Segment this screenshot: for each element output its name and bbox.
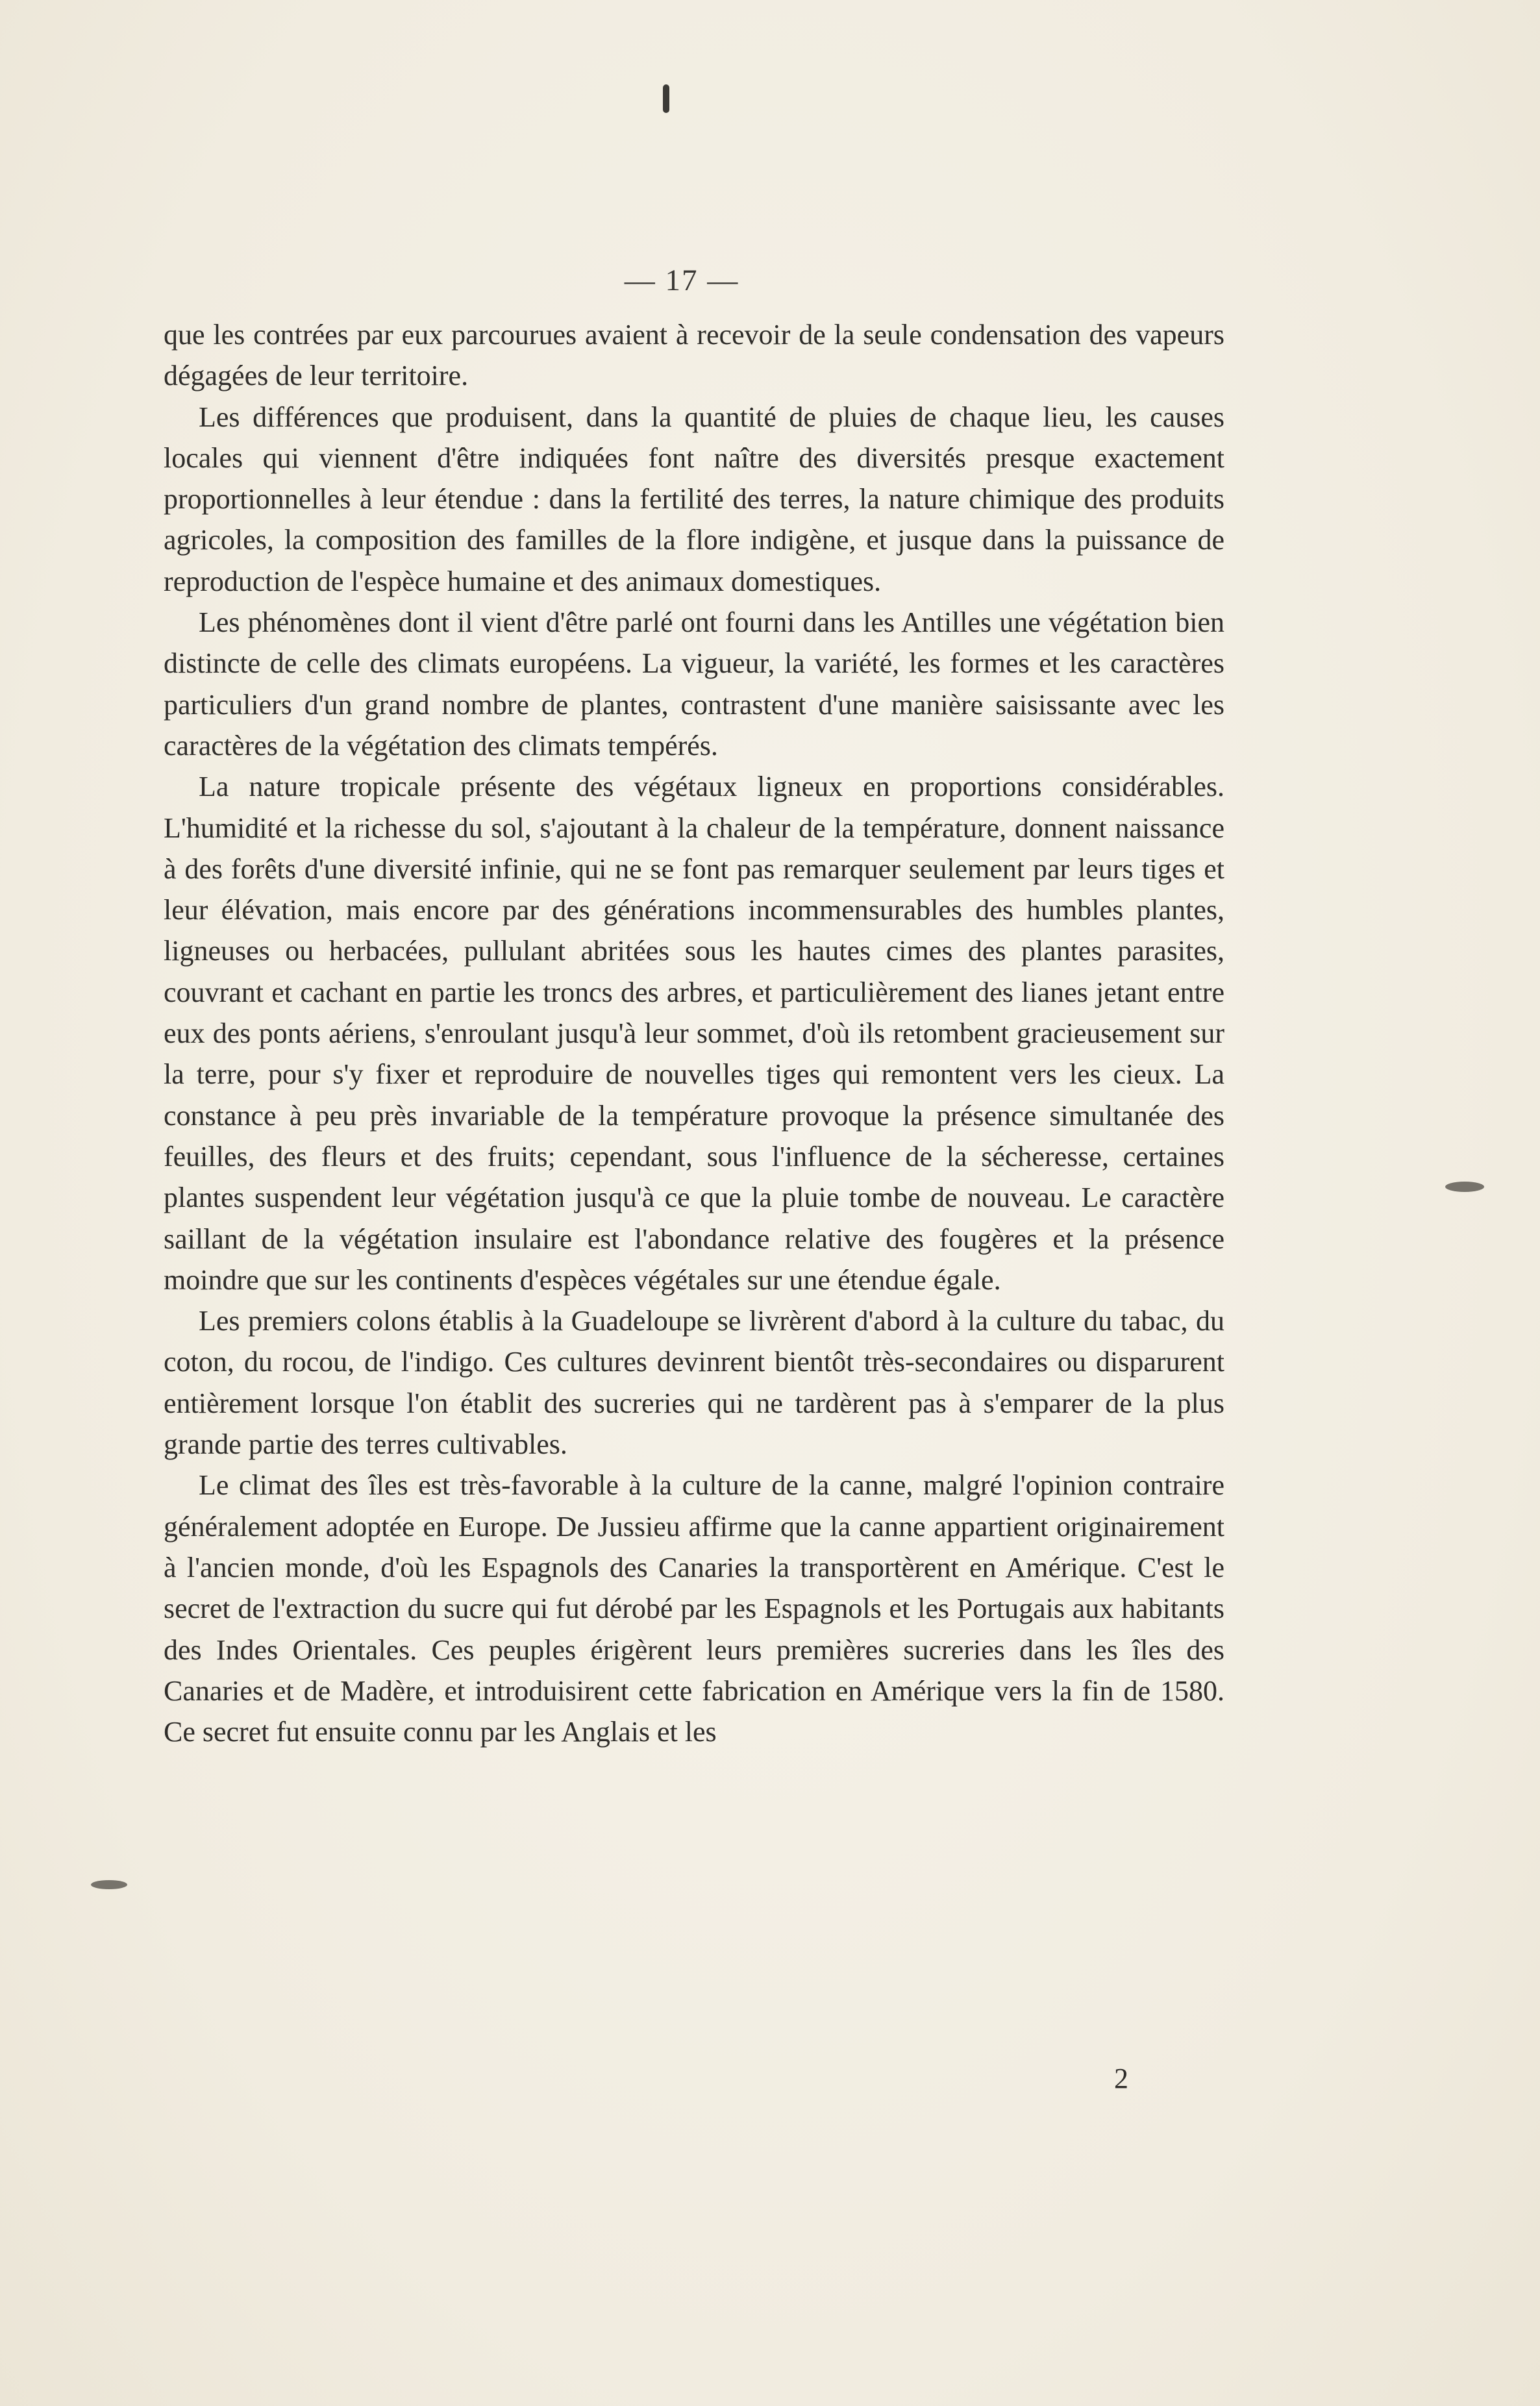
signature-mark: 2 xyxy=(1114,2063,1128,2094)
ink-mark-right xyxy=(1445,1182,1484,1192)
body-text xyxy=(164,314,1224,1752)
paragraph-6: Le climat des îles est très-favorable à la culture de la canne, malgré l'opinion contraire généralement adoptée en Europe. De Jussieu affirme que la canne appartient originairement à l'ancien monde, d'où les Espagnols des Canaries la transportèrent en Amérique. C'est le secret de l'extraction du sucre qui fut dérobé par les Espagnols et les Portugais aux habitants des Indes Orientales. Ces peuples érigèrent leurs premières sucreries dans les îles des Canaries et de Madère, et introduisirent cette fabrication en Amérique vers la fin de 1580. Ce secret fut ensuite connu par les Anglais et les xyxy=(164,1469,1224,1748)
paragraph-1: que les contrées par eux parcourues avaient à recevoir de la seule condensation des vapeurs dégagées de leur territoire. xyxy=(164,319,1224,392)
page-number: — 17 — xyxy=(624,264,739,297)
ink-mark-top xyxy=(663,84,669,113)
paragraph-2: Les différences que produisent, dans la quantité de pluies de chaque lieu, les causes locales qui viennent d'être indiquées font naître des diversités presque exactement proportionnelles à leur étendue : dans la fertilité des terres, la nature chimique des produits agricoles, la composition des familles de la flore indigène, et jusque dans la puissance de reproduction de l'espèce humaine et des animaux domestiques. xyxy=(164,401,1224,597)
paragraph-5: Les premiers colons établis à la Guadeloupe se livrèrent d'abord à la culture du tabac, du coton, du rocou, de l'indigo. Ces cultures devinrent bientôt très-secondaires ou disparurent entièrement lorsque l'on établit des sucreries qui ne tardèrent pas à s'emparer de la plus grande partie des terres cultivables. xyxy=(164,1305,1224,1461)
ink-mark-left xyxy=(91,1880,127,1889)
paragraph-4: La nature tropicale présente des végétaux ligneux en proportions considérables. L'humidité et la richesse du sol, s'ajoutant à la chaleur de la température, donnent naissance à des forêts d'une diversité infinie, qui ne se font pas remarquer seulement par leurs tiges et leur élévation, mais encore par des générations incommensurables des humbles plantes, ligneuses ou herbacées, pullulant abritées sous les hautes cimes des plantes parasites, couvrant et cachant en partie les troncs des arbres, et particulièrement des lianes jetant entre eux des ponts aériens, s'enroulant jusqu'à leur sommet, d'où ils retombent gracieusement sur la terre, pour s'y fixer et reproduire de nouvelles tiges qui remontent vers les cieux. La constance à peu près invariable de la température provoque la présence simultanée des feuilles, des fleurs et des fruits; cependant, sous l'influence de la sécheresse, certaines plantes suspendent leur végétation jusqu'à ce que la pluie tombe de nouveau. Le caractère saillant de la végétation insulaire est l'abondance relative des fougères et la présence moindre que sur les continents d'espèces végétales sur une étendue égale. xyxy=(164,771,1224,1296)
paragraph-3: Les phénomènes dont il vient d'être parlé ont fourni dans les Antilles une végétation bien distincte de celle des climats européens. La vigueur, la variété, les formes et les caractères particuliers d'un grand nombre de plantes, contrastent d'une manière saisissante avec les caractères de la végétation des climats tempérés. xyxy=(164,606,1224,762)
